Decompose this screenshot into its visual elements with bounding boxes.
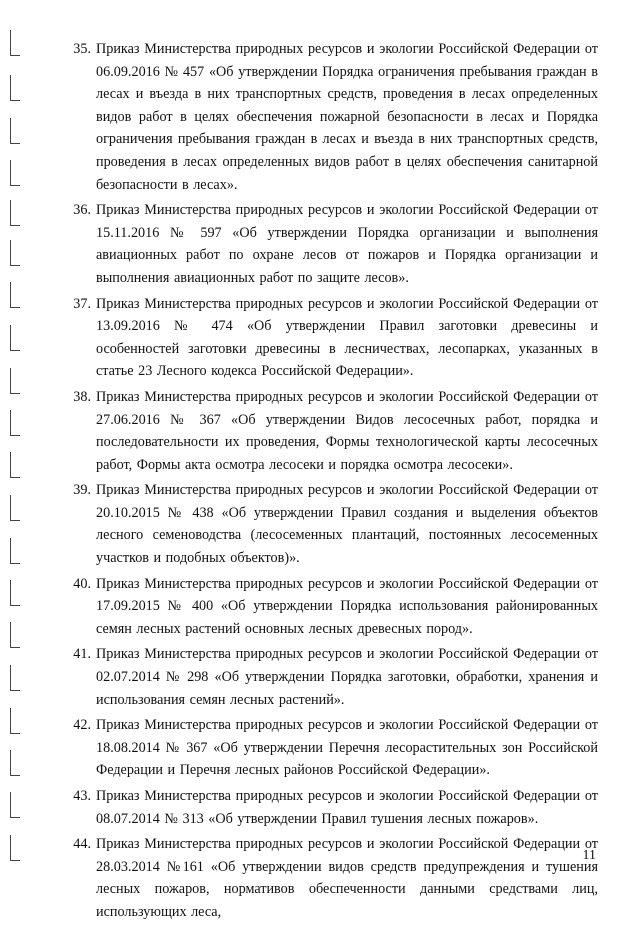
binder-mark <box>10 750 20 776</box>
item-number: 36. <box>73 202 91 219</box>
item-number: 44. <box>73 836 91 853</box>
binder-mark <box>10 452 20 478</box>
item-number: 39. <box>73 482 91 499</box>
page-number: 11 <box>582 848 596 863</box>
binder-marks <box>0 0 30 905</box>
binder-mark <box>10 495 20 521</box>
item-number: 41. <box>73 646 91 663</box>
item-text: Приказ Министерства природных ресурсов и экологии Российской Федерации от 15.11.2016 № 597 «Об утверждении Порядка организации и выполнения авиационных работ по охране лесов от пожаров и Порядка организации и выполнения авиационных работ по защите лесов». <box>96 202 598 286</box>
binder-mark <box>10 792 20 818</box>
item-text: Приказ Министерства природных ресурсов и экологии Российской Федерации от 27.06.2016 № 367 «Об утверждении Видов лесосечных работ, порядка и последовательности их проведения, Формы технологической карты лесосечных работ, Формы акта осмотра лесосеки и порядка осмотра лесосеки». <box>96 388 598 473</box>
list-item <box>60 714 598 782</box>
binder-mark <box>10 282 20 308</box>
item-text: Приказ Министерства природных ресурсов и экологии Российской Федерации от 17.09.2015 № 400 «Об утверждении Порядка использования районированных семян лесных растений основных лесных древесных пород». <box>96 575 598 637</box>
list-item <box>60 573 598 641</box>
list-item <box>60 293 598 383</box>
document-page <box>60 38 598 927</box>
list-item <box>60 38 598 196</box>
item-text: Приказ Министерства природных ресурсов и экологии Российской Федерации от 20.10.2015 № 438 «Об утверждении Правил создания и выделения объектов лесного семеноводства (лесосеменных плантаций, постоянных лесосеменных участков и подобных объектов)». <box>96 482 598 567</box>
binder-mark <box>10 325 20 351</box>
binder-mark <box>10 200 20 226</box>
item-text: Приказ Министерства природных ресурсов и экологии Российской Федерации от 13.09.2016 № 474 «Об утверждении Правил заготовки древесины и особенностей заготовки древесины в лесничествах, лесопарках, указанных в статье 23 Лесного кодекса Российской Федерации». <box>96 295 598 380</box>
list-item <box>60 199 598 289</box>
list-item <box>60 643 598 711</box>
list-item <box>60 785 598 830</box>
binder-mark <box>10 538 20 564</box>
item-number: 43. <box>73 788 91 804</box>
binder-mark <box>10 240 20 266</box>
binder-mark <box>10 75 20 101</box>
item-number: 40. <box>73 575 91 592</box>
item-number: 42. <box>73 717 91 734</box>
binder-mark <box>10 118 20 144</box>
binder-mark <box>10 30 20 56</box>
item-text: Приказ Министерства природных ресурсов и экологии Российской Федерации от 02.07.2014 № 298 «Об утверждении Порядка заготовки, обработки, хранения и использования семян лесных растений». <box>96 646 598 708</box>
binder-mark <box>10 410 20 436</box>
list-item <box>60 833 598 923</box>
item-text: Приказ Министерства природных ресурсов и экологии Российской Федерации от 28.03.2014 №161 «Об утверждении видов средств предупреждения и тушения лесных пожаров, нормативов обеспеченности данными средствами лиц, использующих леса, <box>96 836 598 920</box>
item-number: 38. <box>73 388 91 405</box>
binder-mark <box>10 622 20 648</box>
binder-mark <box>10 708 20 734</box>
item-number: 37. <box>73 295 91 312</box>
binder-mark <box>10 368 20 394</box>
item-text: Приказ Министерства природных ресурсов и экологии Российской Федерации от 08.07.2014 № 313 «Об утверждении Правил тушения лесных пожаров». <box>96 788 598 827</box>
item-number: 35. <box>73 41 91 57</box>
item-text: Приказ Министерства природных ресурсов и экологии Российской Федерации от 18.08.2014 № 367 «Об утверждении Перечня лесорастительных зон Российской Федерации и Перечня лесных районов Российской Федерации». <box>96 717 598 779</box>
item-text: Приказ Министерства природных ресурсов и экологии Российской Федерации от 06.09.2016 № 457 «Об утверждении Порядка ограничения пребывания граждан в лесах и въезда в них транспортных средств, проведения в лесах определенных видов работ в целях обеспечения пожарной безопасности в лесах и Порядка ограничения пребывания граждан в лесах и въезда в них транспортных средств, проведения в лесах определенных видов работ в целях обеспечения санитарной безопасности в лесах». <box>96 41 598 193</box>
list-item <box>60 386 598 476</box>
binder-mark <box>10 160 20 186</box>
binder-mark <box>10 835 20 861</box>
list-item <box>60 479 598 569</box>
binder-mark <box>10 665 20 691</box>
binder-mark <box>10 580 20 606</box>
